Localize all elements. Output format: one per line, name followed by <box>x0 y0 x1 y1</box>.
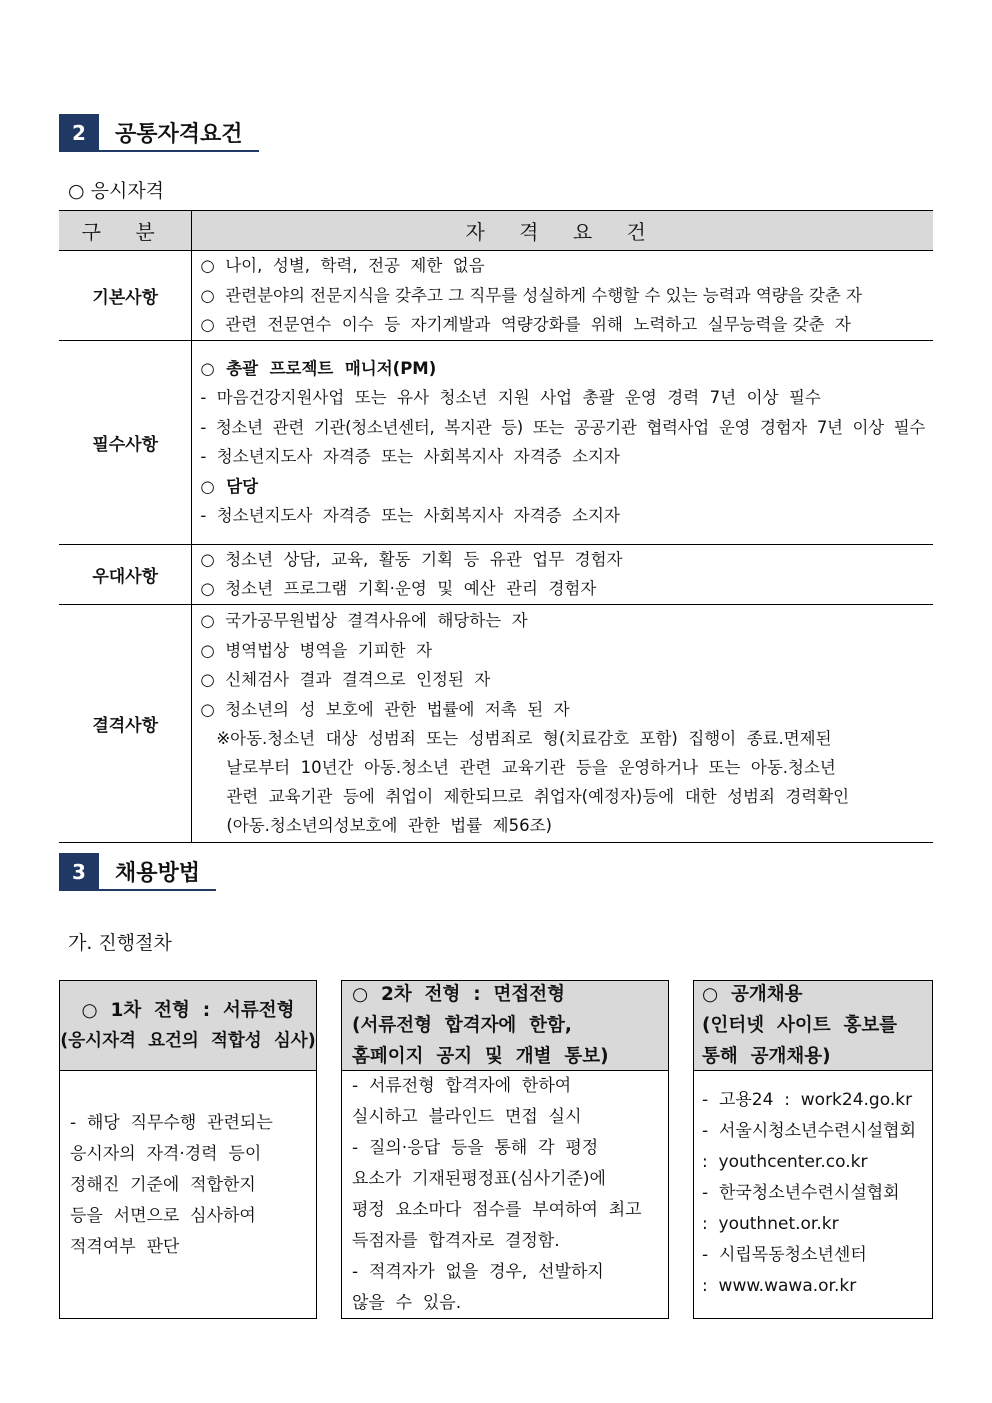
stage-header-line: (인터넷 사이트 홍보를 <box>702 1015 898 1036</box>
row-requirements <box>192 340 933 544</box>
stage-header-line: 홈페이지 공지 및 개별 통보) <box>352 1046 609 1067</box>
row-requirements <box>192 544 933 604</box>
stage-header-line: ○ 2차 전형 : 면접전형 <box>352 984 566 1005</box>
stage-3-box <box>693 980 933 1319</box>
requirement-note: 날로부터 10년간 아동.청소년 관련 교육기관 등을 운영하거나 또는 아동.청소년 <box>226 758 836 777</box>
row-category: 결격사항 <box>59 604 192 842</box>
requirement-line: ○ 신체검사 결과 결격으로 인정된 자 <box>200 670 491 689</box>
stage-body-line: 요소가 기재된평정표(심사기준)에 <box>352 1169 606 1189</box>
stage-header-line: ○ 공개채용 <box>702 984 803 1005</box>
section-3-heading <box>59 853 216 891</box>
row-requirements <box>192 604 933 842</box>
stage-body-line: 적격여부 판단 <box>70 1237 180 1257</box>
requirement-note: ※아동.청소년 대상 성범죄 또는 성범죄로 형(치료감호 포함) 집행이 종료.면제된 <box>216 729 832 748</box>
qualification-subheading: ○ 응시자격 <box>68 180 165 202</box>
requirement-line: ○ 병역법상 병역을 기피한 자 <box>200 640 433 660</box>
stage-header <box>342 981 668 1071</box>
requirement-note: 관련 교육기관 등에 취업이 제한되므로 취업자(예정자)등에 대한 성범죄 경력확인 <box>226 787 850 806</box>
stage-header <box>60 981 316 1071</box>
stage-body <box>60 1071 316 1263</box>
stage-2-box <box>341 980 669 1319</box>
row-category: 우대사항 <box>59 544 192 604</box>
stage-body-line: : youthcenter.co.kr <box>702 1152 868 1172</box>
table-row <box>59 544 933 604</box>
requirement-line: - 마음건강지원사업 또는 유사 청소년 지원 사업 총괄 운영 경력 7년 이상 필수 <box>200 388 821 407</box>
table-row <box>59 340 933 544</box>
procedure-subheading: 가. 진행절차 <box>68 932 172 954</box>
section-title: 공통자격요건 <box>99 114 259 152</box>
stage-body-line: 실시하고 블라인드 면접 실시 <box>352 1107 582 1127</box>
requirement-line: ○ 청소년의 성 보호에 관한 법률에 저촉 된 자 <box>200 699 570 719</box>
requirement-line: ○ 청소년 프로그램 기획·운영 및 예산 관리 경험자 <box>200 579 597 598</box>
requirement-line: - 청소년 관련 기관(청소년센터, 복지관 등) 또는 공공기관 협력사업 운영 경험자 7년 이상 필수 <box>200 417 925 437</box>
stage-1-box <box>59 980 317 1319</box>
stage-body-line: : www.wawa.or.kr <box>702 1276 857 1296</box>
stage-body-line: - 질의·응답 등을 통해 각 평정 <box>352 1138 599 1158</box>
table-row <box>59 604 933 842</box>
requirement-line: ○ 관련 전문연수 이수 등 자기계발과 역량강화를 위해 노력하고 실무능력을 갖춘 자 <box>200 315 851 334</box>
table-header-category: 구 분 <box>59 211 192 251</box>
requirement-note: (아동.청소년의성보호에 관한 법률 제56조) <box>226 816 552 835</box>
stage-body-line: 정해진 기준에 적합한지 <box>70 1175 256 1195</box>
section-title: 채용방법 <box>99 853 216 891</box>
requirement-line: ○ 국가공무원법상 결격사유에 해당하는 자 <box>200 611 528 630</box>
section-number: 2 <box>59 114 99 152</box>
section-number: 3 <box>59 853 99 891</box>
row-requirements <box>192 251 933 341</box>
requirement-line: ○ 청소년 상담, 교육, 활동 기획 등 유관 업무 경험자 <box>200 549 623 569</box>
qualification-table <box>59 210 933 843</box>
stage-body-line: - 해당 직무수행 관련되는 <box>70 1113 273 1133</box>
stage-body-line: - 서울시청소년수련시설협회 <box>702 1121 917 1141</box>
stage-body-line: 등을 서면으로 심사하여 <box>70 1206 256 1226</box>
stage-body <box>342 1071 668 1319</box>
stage-header-line: 통해 공개채용) <box>702 1046 831 1067</box>
stage-body-line: - 시립목동청소년센터 <box>702 1245 867 1265</box>
requirement-line: - 청소년지도사 자격증 또는 사회복지사 자격증 소지자 <box>200 506 620 525</box>
stage-header-line: (응시자격 요건의 적합성 심사) <box>60 1030 316 1051</box>
stage-header <box>694 981 932 1071</box>
requirement-line: ○ 담당 <box>200 476 259 496</box>
requirement-line: - 청소년지도사 자격증 또는 사회복지사 자격증 소지자 <box>200 447 620 466</box>
stage-body-line: - 고용24 : work24.go.kr <box>702 1090 913 1110</box>
section-2-heading <box>59 114 259 152</box>
stage-body-line: 않을 수 있음. <box>352 1293 462 1313</box>
stage-body-line: 득점자를 합격자로 결정함. <box>352 1231 560 1251</box>
requirement-line: ○ 나이, 성별, 학력, 전공 제한 없음 <box>200 256 485 275</box>
stage-body-line: - 적격자가 없을 경우, 선발하지 <box>352 1262 604 1282</box>
table-row <box>59 251 933 341</box>
stage-header-line: ○ 1차 전형 : 서류전형 <box>81 999 295 1021</box>
stage-header-line: (서류전형 합격자에 한함, <box>352 1015 572 1036</box>
stage-body-line: 평정 요소마다 점수를 부여하여 최고 <box>352 1200 642 1220</box>
row-category: 필수사항 <box>59 340 192 544</box>
stage-body-line: - 서류전형 합격자에 한하여 <box>352 1076 572 1096</box>
stage-body-line: - 한국청소년수련시설협회 <box>702 1183 900 1203</box>
stage-body-line: : youthnet.or.kr <box>702 1214 839 1234</box>
requirement-line: ○ 관련분야의 전문지식을 갖추고 그 직무를 성실하게 수행할 수 있는 능력과 역량을 갖춘 자 <box>200 285 862 305</box>
requirement-line: ○ 총괄 프로젝트 매니저(PM) <box>200 358 437 378</box>
table-header-requirements: 자 격 요 건 <box>192 211 933 251</box>
stage-body-line: 응시자의 자격·경력 등이 <box>70 1144 262 1164</box>
stage-body <box>694 1071 932 1302</box>
row-category: 기본사항 <box>59 251 192 341</box>
